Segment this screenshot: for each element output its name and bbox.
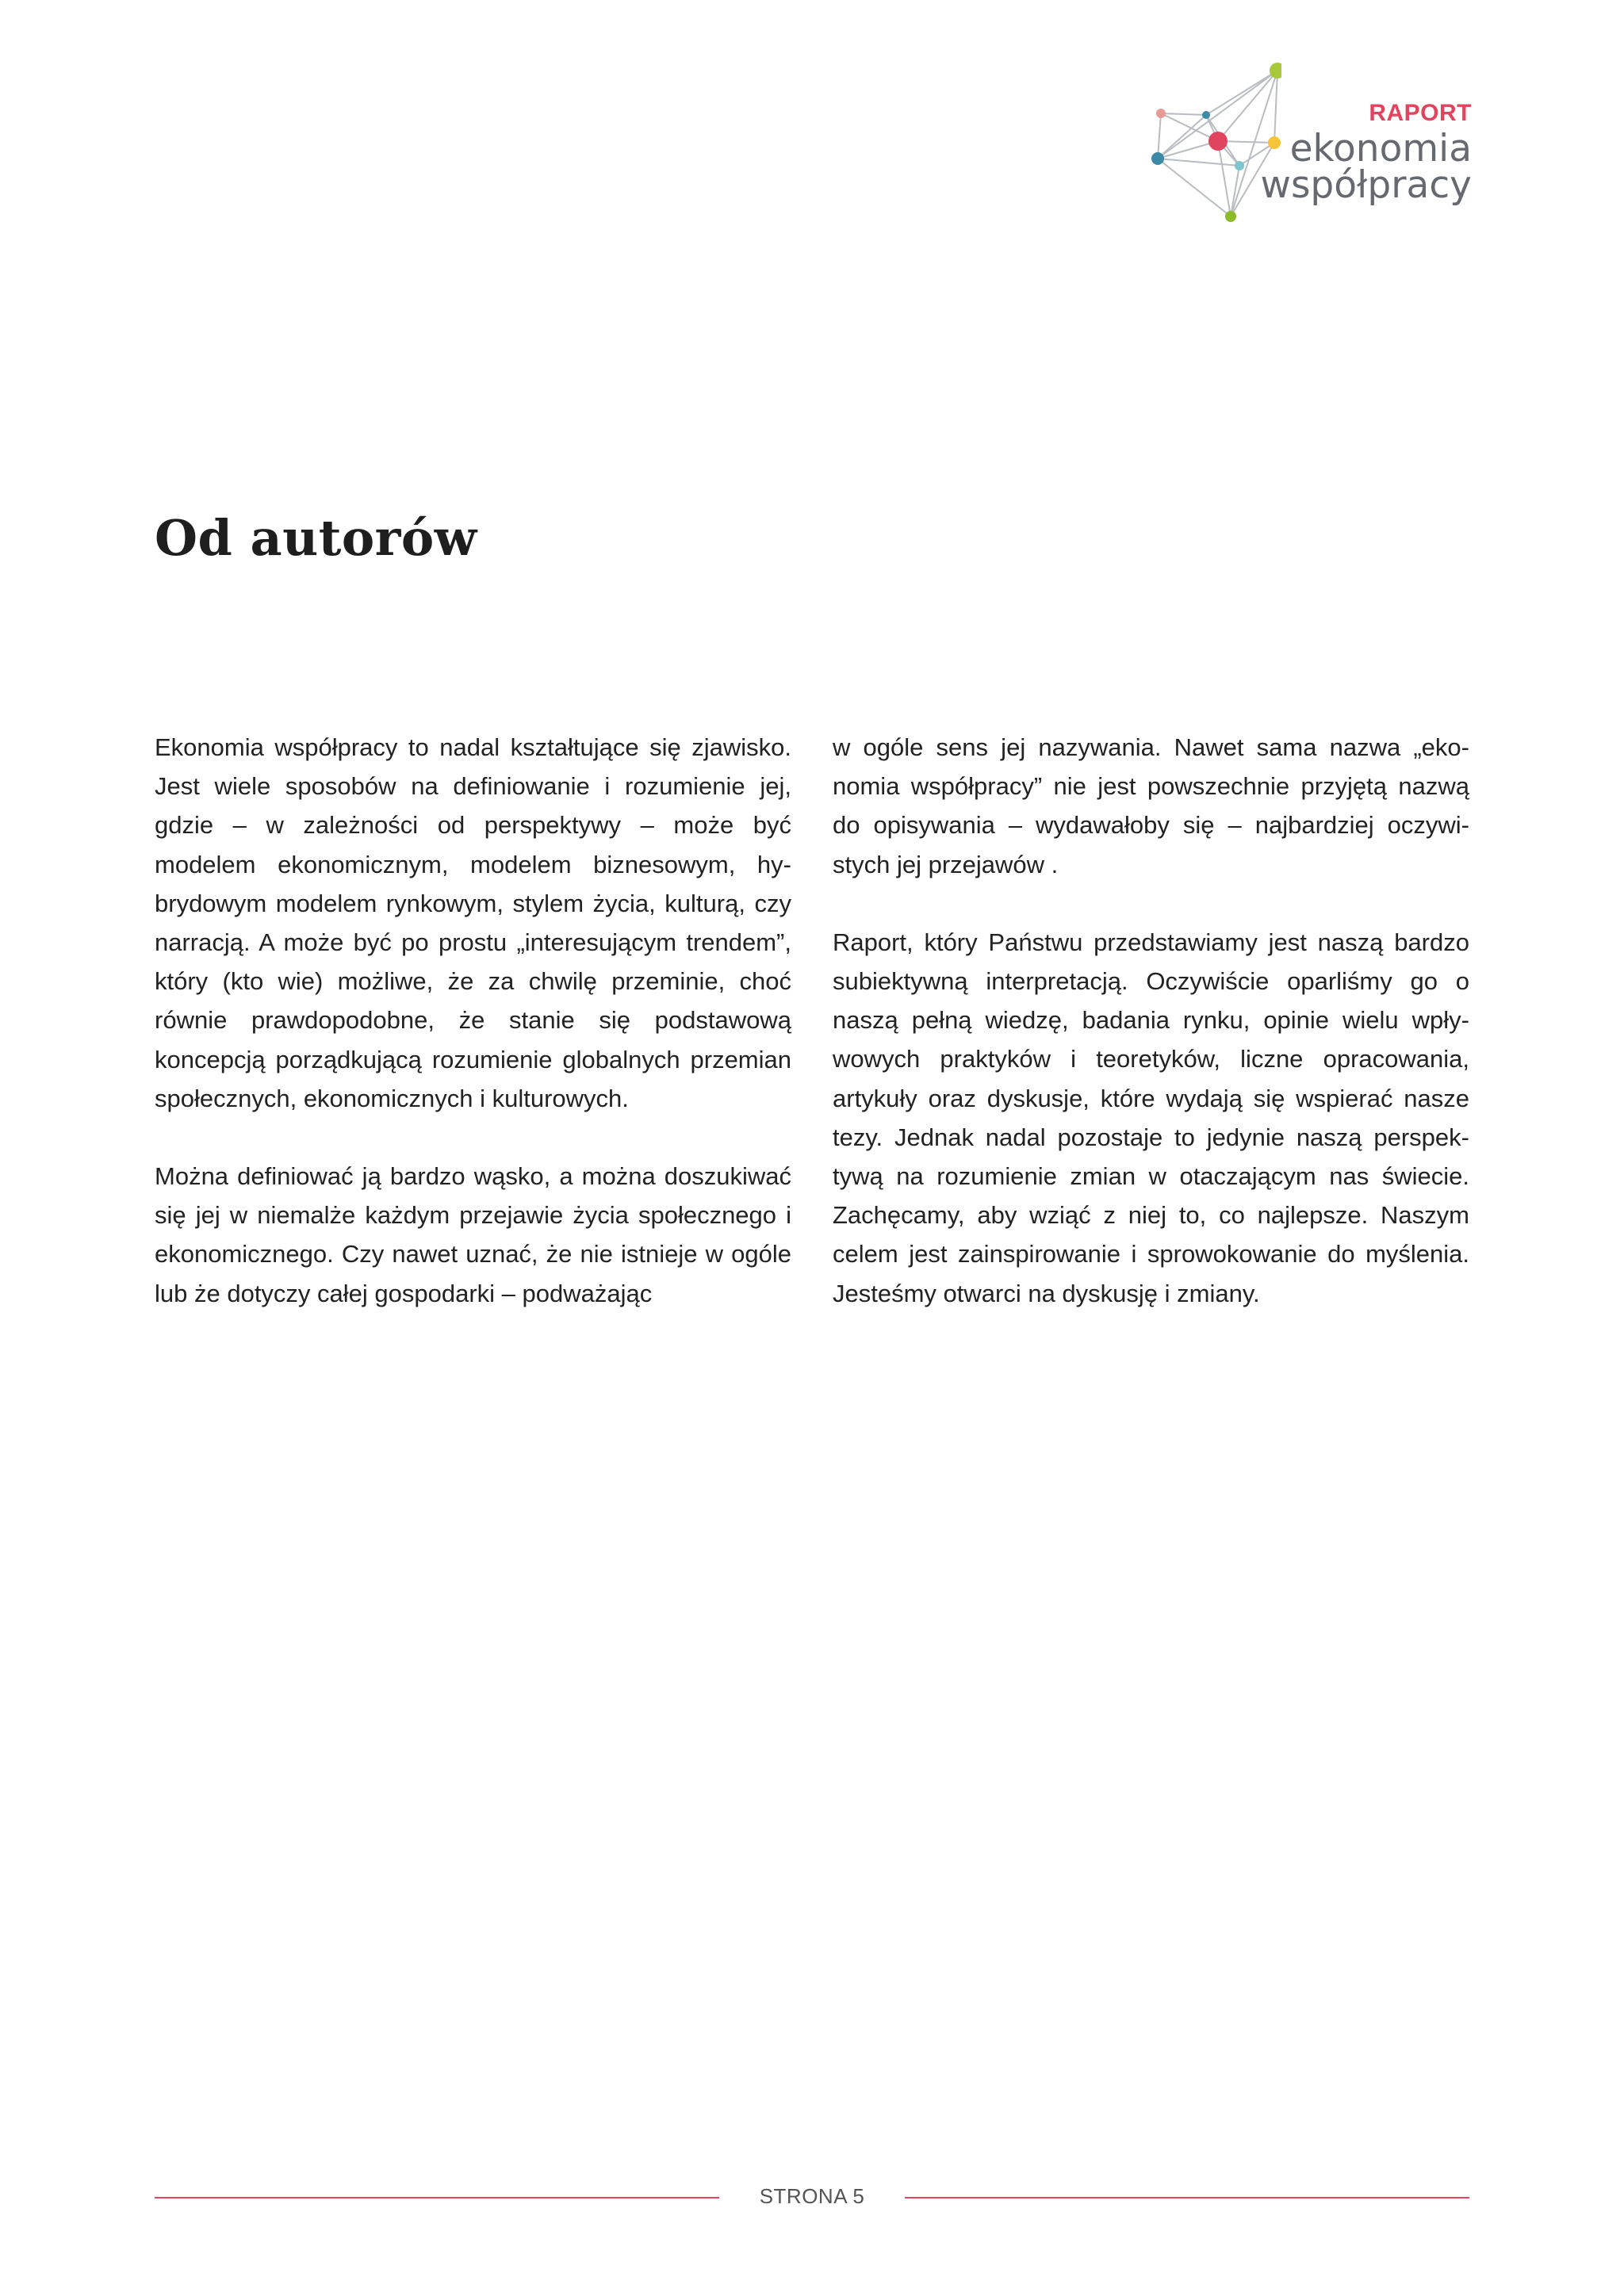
page-number: STRONA 5 — [759, 2184, 865, 2208]
body-column-right — [833, 728, 1469, 1313]
logo-kicker: RAPORT — [1369, 100, 1472, 126]
logo-title-line1: ekonomia — [1289, 127, 1472, 170]
logo-title-line2: współpracy — [1260, 163, 1472, 207]
report-logo — [1139, 55, 1472, 230]
body-paragraph: Ekonomia współpracy to nadal kształtujące się zjawisko. Jest wiele sposobów na definiowanie i rozumienie jej, gdzie – w zależności od perspektywy – może być modelem ekonomicznym, modelem biznesowym, hybrydowym modelem rynkowym, stylem życia, kulturą, czy narracją. A może być po prostu „interesującym trendem”, który (kto wie) możliwe, że za chwilę przeminie, choć równie prawdopodobne, że stanie się podstawową koncepcją porządkującą rozumienie globalnych przemian społecznych, ekonomicznych i kulturowych. — [155, 733, 791, 1112]
body-paragraph: w ogóle sens jej nazywania. Nawet sama nazwa „ekonomia współpracy” nie jest powszechnie przyjętą nazwą do opisywania – wydawałoby się – najbardziej oczywistych jej przejawów . — [833, 733, 1469, 878]
network-graph-icon — [1139, 55, 1281, 230]
body-paragraph: Można definiować ją bardzo wąsko, a można doszukiwać się jej w niemalże każdym przejawie życia społecznego i ekonomicznego. Czy nawet uznać, że nie istnieje w ogóle lub że dotyczy całej gospodarki – podważając — [155, 1162, 791, 1307]
body-column-left — [155, 728, 791, 1313]
page-title: Od autorów — [155, 509, 477, 567]
body-paragraph: Raport, który Państwu przedstawiamy jest naszą bardzo subiektywną interpretacją. Oczywiście oparliśmy go o naszą pełną wiedzę, badania rynku, opinie wielu wpływowych praktyków i teoretyków, liczne opracowania, artykuły oraz dyskusje, które wydają się wspierać nasze tezy. Jednak nadal pozostaje to jedynie naszą perspektywą na rozumienie zmian w otaczającym nas świecie. Zachęcamy, aby wziąć z niej to, co najlepsze. Naszym celem jest zainspirowanie i sprowokowanie do myślenia. Jesteśmy otwarci na dyskusję i zmiany. — [833, 928, 1469, 1307]
footer-rule-right — [905, 2197, 1469, 2198]
footer-rule-left — [155, 2197, 719, 2198]
